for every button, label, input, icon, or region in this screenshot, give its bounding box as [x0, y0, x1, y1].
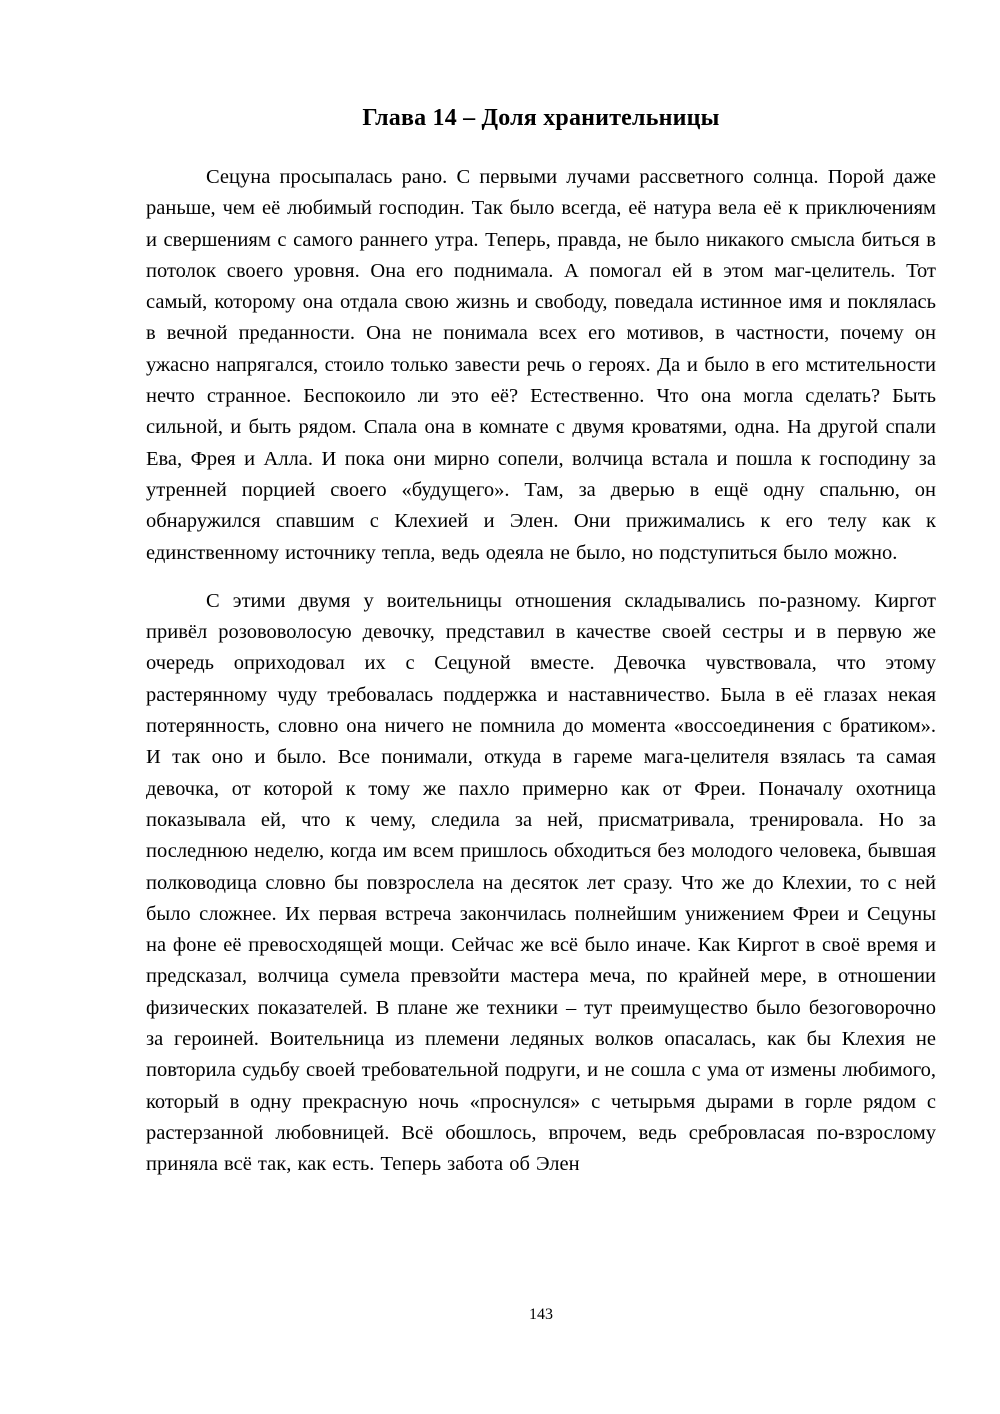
paragraph-2: С этими двумя у воительницы отношения складывались по-разному. Киргот привёл розововолосую девочку, представил в качестве своей сестры и в первую же очередь оприходовал их с Сецуной вместе. Девочка чувствовала, что этому растерянному чуду требовалась поддержка и наставничество. Была в её глазах некая потерянность, словно она ничего не помнила до момента «воссоединения с братиком». И так оно и было. Все понимали, откуда в гареме мага-целителя взялась та самая девочка, от которой к тому же пахло примерно как от Фреи. Поначалу охотница показывала ей, что к чему, следила за ней, присматривала, тренировала. Но за последнюю неделю, когда им всем пришлось обходиться без молодого человека, бывшая полководица словно бы повзрослела на десяток лет сразу. Что же до Клехии, то с ней было сложнее. Их первая встреча закончилась полнейшим унижением Фреи и Сецуны на фоне её превосходящей мощи. Сейчас же всё было иначе. Как Киргот в своё время и предсказал, волчица сумела превзойти мастера меча, по крайней мере, в отношении физических показателей. В плане же техники – тут преимущество было безоговорочно за героиней. Воительница из племени ледяных волков опасалась, как бы Клехия не повторила судьбу своей требовательной подруги, и не сошла с ума от измены любимого, который в одну прекрасную ночь «проснулся» с четырьмя дырами в горле рядом с растерзанной любовницей. Всё обошлось, впрочем, ведь сребровласая по-взрослому приняла всё так, как есть. Теперь забота об Элен [146, 589, 936, 1176]
page-number: 143 [529, 1306, 553, 1323]
chapter-title: Глава 14 – Доля хранительницы [362, 105, 720, 131]
paragraph-1: Сецуна просыпалась рано. С первыми лучами рассветного солнца. Порой даже раньше, чем её любимый господин. Так было всегда, её натура вела её к приключениям и свершениям с самого раннего утра. Теперь, правда, не было никакого смысла биться в потолок своего уровня. Она его поднимала. А помогал ей в этом маг-целитель. Тот самый, которому она отдала свою жизнь и свободу, поведала истинное имя и поклялась в вечной преданности. Она не понимала всех его мотивов, в частности, почему он ужасно напрягался, стоило только завести речь о героях. Да и было в его мстительности нечто странное. Беспокоило ли это её? Естественно. Что она могла сделать? Быть сильной, и быть рядом. Спала она в комнате с двумя кроватями, одна. На другой спали Ева, Фрея и Алла. И пока они мирно сопели, волчица встала и пошла к господину за утренней порцией своего «будущего». Там, за дверью в ещё одну спальню, он обнаружился спавшим с Клехией и Элен. Они прижимались к его телу как к единственному источнику тепла, ведь одеяла не было, но подступиться было можно. [146, 166, 936, 564]
